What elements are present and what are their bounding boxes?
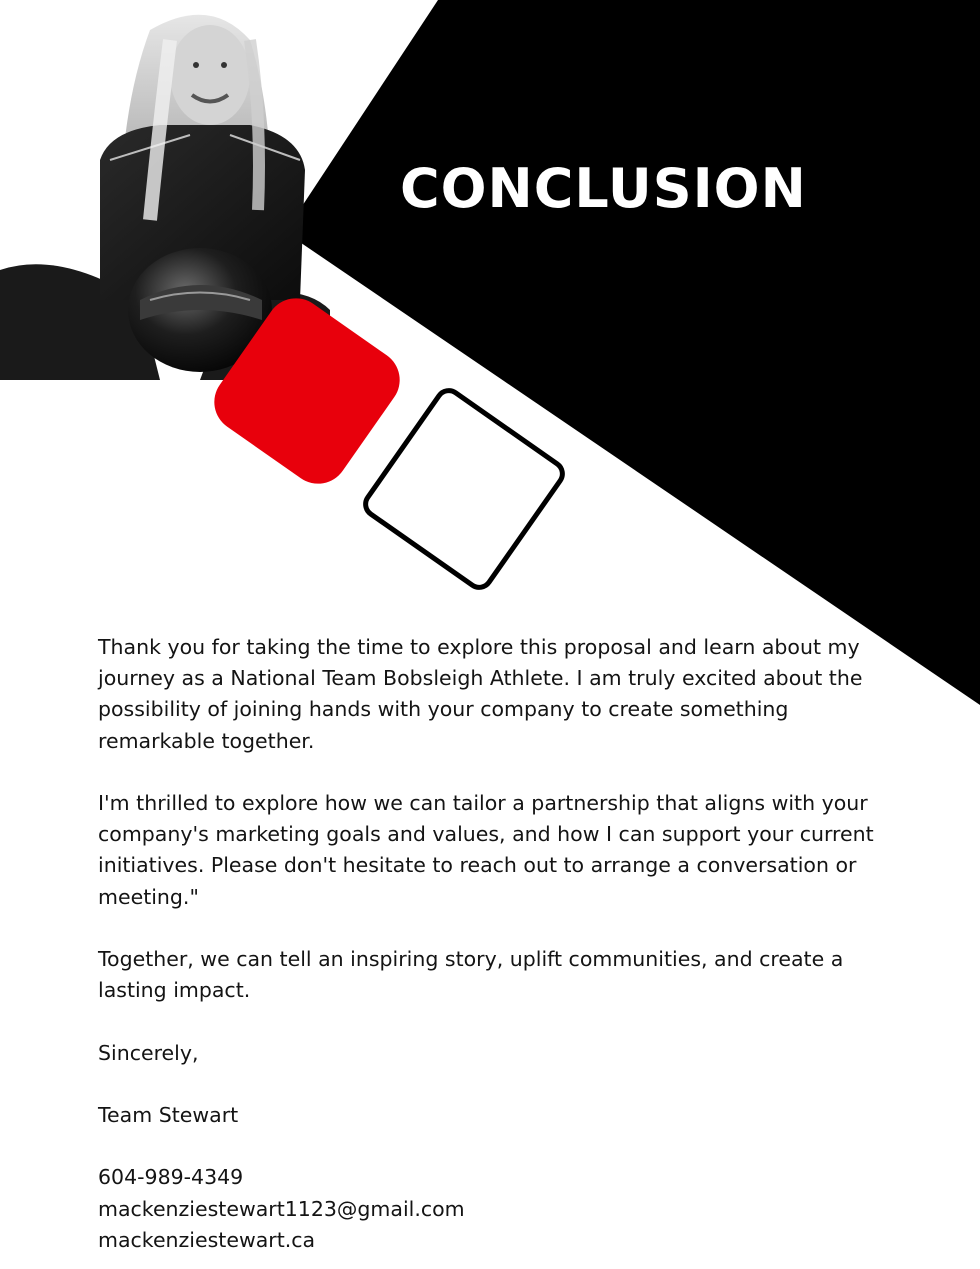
red-square xyxy=(203,287,412,496)
page-title: CONCLUSION xyxy=(400,157,807,220)
letter-body xyxy=(98,632,898,1256)
closing-line: Sincerely, xyxy=(98,1040,199,1065)
signature: Team Stewart xyxy=(98,1102,239,1127)
email-address[interactable]: mackenziestewart1123@gmail.com xyxy=(98,1196,465,1221)
contact-block xyxy=(98,1162,898,1256)
paragraph-partnership: I'm thrilled to explore how we can tailor a partnership that aligns with your company's marketing goals and values, and how I can support your current initiatives. Please don't hesitate to reach out to arrange a conversation or meeting." xyxy=(98,791,874,909)
paragraph-impact: Together, we can tell an inspiring story, uplift communities, and create a lasting impact. xyxy=(98,947,844,1003)
outline-square xyxy=(361,386,567,592)
website-link[interactable]: mackenziestewart.ca xyxy=(98,1227,316,1252)
phone-number: 604-989-4349 xyxy=(98,1165,244,1190)
paragraph-intro: Thank you for taking the time to explore this proposal and learn about my journey as a National Team Bobsleigh Athlete. I am truly excited about the possibility of joining hands with your company to create something remarkable together. xyxy=(98,635,863,753)
